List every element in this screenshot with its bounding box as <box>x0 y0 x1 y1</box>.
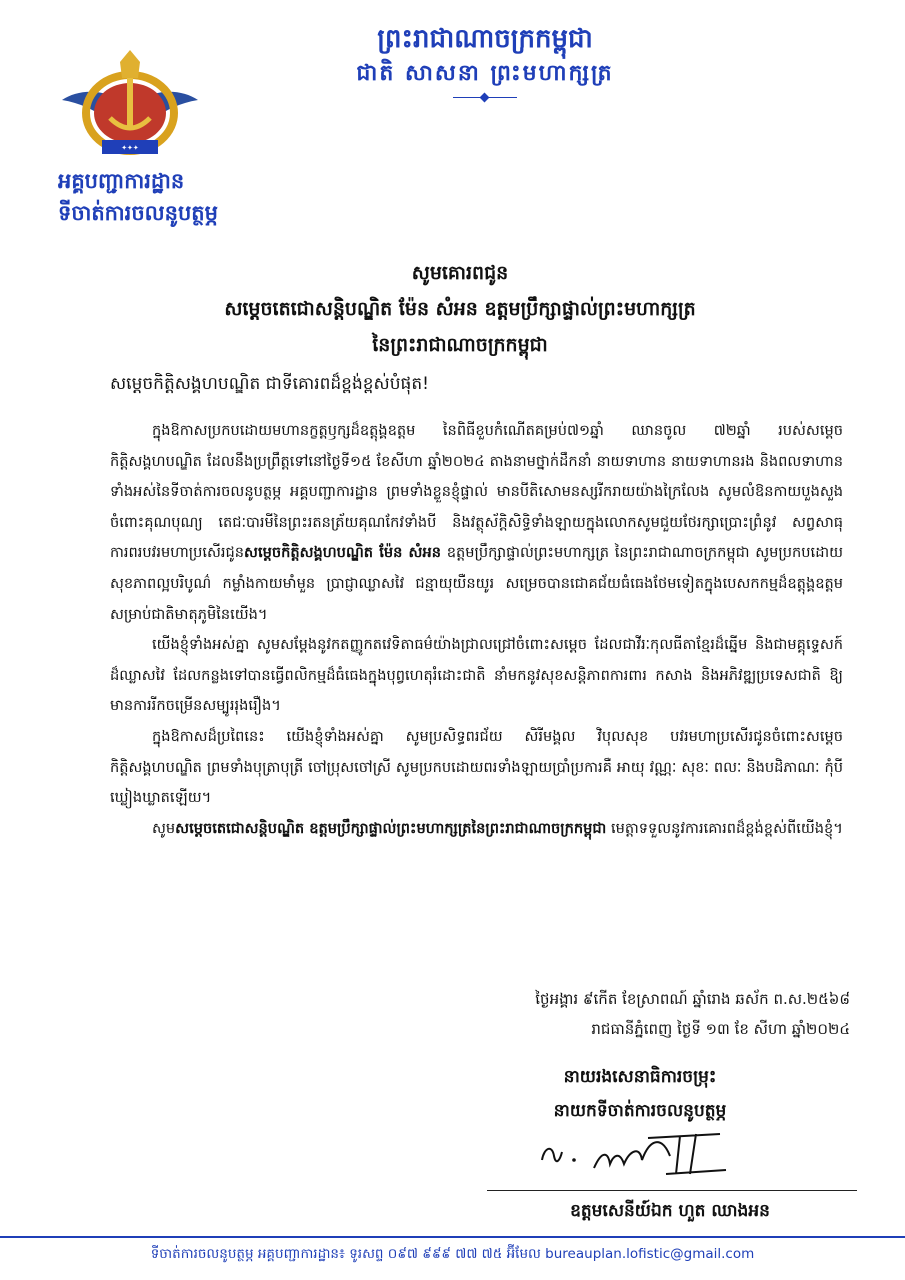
ornament-divider <box>453 96 517 100</box>
kingdom-name: ព្រះរាជាណាចក្រកម្ពុជា <box>377 24 593 54</box>
letter-body <box>110 416 843 844</box>
paragraph-4 <box>110 814 843 845</box>
signature-line <box>487 1190 857 1191</box>
paragraph-2: យើងខ្ញុំទាំងអស់គ្នា សូមសម្តែងនូវកតញ្ញូកតវេទិតាធម៌យ៉ាងជ្រាលជ្រៅចំពោះសម្តេច ដែលជាវីរៈកុលធីតាខ្មែរដ៏ឆ្នើម និងជាមគ្គុទ្ទេសក៍ដ៏ឈ្លាសវៃ ដែលកន្លងទៅបានធ្វើពលិកម្មដ៏ធំធេងក្នុងបុព្វហេតុរំដោះជាតិ នាំមកនូវសុខសន្តិភាពការពារ កសាង និងអភិវឌ្ឍប្រទេសជាតិ ឱ្យមានការរីកចម្រើនសម្បូររុងរឿង។ <box>110 636 843 715</box>
footer-divider <box>0 1236 905 1238</box>
footer-contact: ទីចាត់ការចលនូបត្ថម្ភ អគ្គបញ្ជាការដ្ឋាន៖ ទូរសព្ទ ០៩៧ ៩៩៩ ៧៧ ៧៥ អ៊ីមែល bureauplan.lofistic@gmail.com <box>150 1246 755 1262</box>
signatory-title-2: នាយកទីចាត់ការចលនូបត្ថម្ភ <box>553 1101 727 1121</box>
department-block <box>58 165 218 229</box>
signatory-title-1: នាយរងសេនាធិការចម្រុះ <box>563 1067 717 1087</box>
department-line-2: ទីចាត់ការចលនូបត្ថម្ភ <box>58 201 218 225</box>
national-motto: ជាតិ សាសនា ព្រះមហាក្សត្រ <box>356 61 614 86</box>
salutation-block <box>80 255 840 363</box>
handwritten-signature <box>530 1130 740 1180</box>
department-line-1: អគ្គបញ្ជាការដ្ឋាន <box>58 169 185 193</box>
salutation-line-3: នៃព្រះរាជាណាចក្រកម្ពុជា <box>372 334 548 356</box>
lunar-date: ថ្ងៃអង្គារ ៩កើត ខែស្រាពណ៍ ឆ្នាំរោង ឆស័ក ព.ស.២៥៦៨ <box>535 990 850 1008</box>
paragraph-1-bold: សម្តេចកិត្តិសង្គហបណ្ឌិត ម៉ែន សំអន <box>244 544 441 562</box>
svg-text:✦✦✦: ✦✦✦ <box>121 144 139 152</box>
paragraph-1 <box>110 416 843 630</box>
paragraph-4-text: សូម <box>152 819 176 837</box>
paragraph-1-text-end: ឧត្តមប្រឹក្សាផ្ទាល់ព្រះមហាក្សត្រ នៃព្រះរាជាណាចក្រកម្ពុជា សូមប្រកបដោយសុខភាពល្អបរិបូណ៌ កម្លាំងកាយមាំមួន ប្រាជ្ញាឈ្លាសវៃ ជន្មាយុយឺនយូរ សម្រេចបានជោគជ័យធំធេងថែមទៀតក្នុងបេសកកម្មដ៏ឧត្តុង្គឧត្តមសម្រាប់ជាតិមាតុភូមិនៃយើង។ <box>110 544 843 623</box>
signer-name: ឧត្តមសេនីយ៍ឯក ហួត ឈាងអន <box>570 1201 770 1221</box>
paragraph-1-text: ក្នុងឱកាសប្រកបដោយមហានក្ខត្តឫក្សដ៏ឧត្តុង្គឧត្តម នៃពិធីខួបកំណើតគម្រប់៧១ឆ្នាំ ឈានចូល ៧២ឆ្នាំ របស់សម្តេចកិត្តិសង្គហបណ្ឌិត ដែលនឹងប្រព្រឹត្តទៅនៅថ្ងៃទី១៥ ខែសីហា ឆ្នាំ២០២៤ តាងនាមថ្នាក់ដឹកនាំ នាយទាហាន នាយទាហានរង និងពលទាហានទាំងអស់នៃទីចាត់ការចលនូបត្ថម្ភ អគ្គបញ្ជាការដ្ឋាន ព្រមទាំងខ្លួនខ្ញុំផ្ទាល់ មានបីតិសោមនស្សរីករាយយ៉ាងក្រៃលែង សូមលំឱនកាយបួងសួងចំពោះគុណបុណ្យ តេជៈបារមីនៃព្រះរតនត្រ័យគុណកែវទាំងបី និងវត្ថុស័ក្តិសិទ្ធិទាំងឡាយក្នុងលោកសូមជួយថែរក្សាប្រោះព្រំនូវ សព្វសាធុការពរបវរមហាប្រសើរជូន <box>110 422 843 562</box>
kingdom-heading <box>340 20 630 100</box>
solar-date: រាជធានីភ្នំពេញ ថ្ងៃទី ១៣ ខែ សីហា ឆ្នាំ២០២៤ <box>591 1020 850 1038</box>
salutation-line-1: សូមគោរពជូន <box>411 262 509 284</box>
paragraph-4-bold: សម្តេចតេជោសន្តិបណ្ឌិត ឧត្តមប្រឹក្សាផ្ទាល់ព្រះមហាក្សត្រនៃព្រះរាជាណាចក្រកម្ពុជា <box>175 819 607 837</box>
paragraph-3: ក្នុងឱកាសដ៏ប្រពៃនេះ យើងខ្ញុំទាំងអស់គ្នា សូមប្រសិទ្ធពរជ័យ សិរីមង្គល វិបុលសុខ បវរមហាប្រសើរជូនចំពោះសម្តេចកិត្តិសង្គហបណ្ឌិត ព្រមទាំងបុត្រាបុត្រី ចៅប្រុសចៅស្រី សូមប្រកបដោយពរទាំងឡាយប្រាំប្រការគឺ អាយុ វណ្ណៈ សុខៈ ពលៈ និងបដិភាណៈ កុំបីឃ្លៀងឃ្លាតឡើយ។ <box>110 727 843 807</box>
dateline <box>420 984 850 1044</box>
military-emblem-logo <box>60 48 200 158</box>
paragraph-4-text-end: មេត្តាទទួលនូវការគោរពដ៏ខ្ពង់ខ្ពស់ពីយើងខ្ញុំ។ <box>606 819 843 837</box>
salutation-line-2: សម្តេចតេជោសន្តិបណ្ឌិត ម៉ែន សំអន ឧត្តមប្រឹក្សាផ្ទាល់ព្រះមហាក្សត្រ <box>224 298 696 320</box>
signatory-titles <box>440 1060 840 1128</box>
greeting: សម្តេចកិត្តិសង្គហបណ្ឌិត ជាទីគោរពដ៏ខ្ពង់ខ្ពស់បំផុត! <box>110 374 429 394</box>
